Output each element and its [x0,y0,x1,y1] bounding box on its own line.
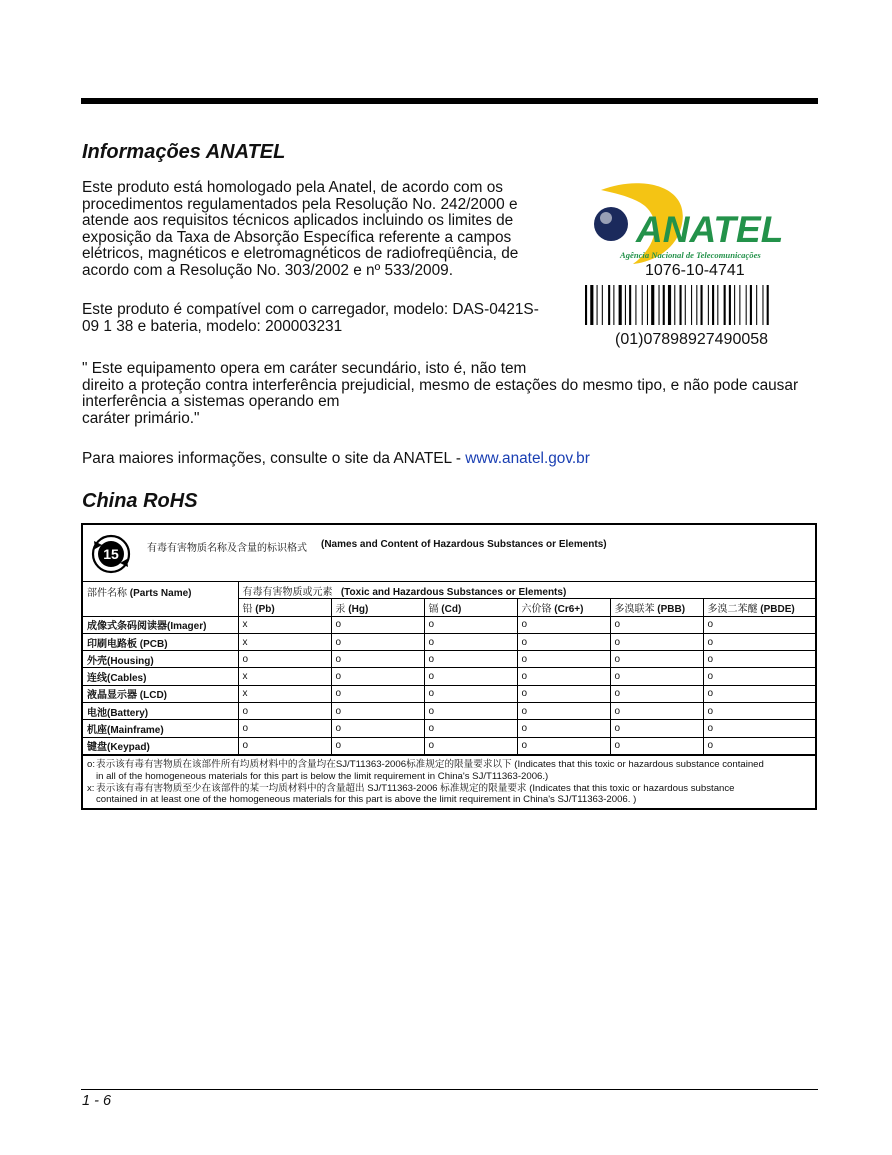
substance-value-cell: o [703,685,815,702]
substance-value-cell: o [517,633,610,650]
barcode-bar [602,285,603,325]
part-name-cell: 连线(Cables) [83,668,238,685]
barcode-bar [756,285,757,325]
table-row [83,685,815,702]
text-line: " Este equipamento opera em caráter secundário, isto é, não tem [82,360,527,377]
barcode-bar [629,285,631,325]
substance-value-cell: o [331,685,424,702]
substance-value-cell: o [424,633,517,650]
table-row [83,651,815,668]
table-row [83,616,815,633]
substance-value-cell: o [331,703,424,720]
page-number: 1 - 6 [82,1093,112,1109]
substance-value-cell: o [703,703,815,720]
part-name-cell: 液晶显示器 (LCD) [83,685,238,702]
text-line: elétricos, magnéticos e eletromagnéticos de radiofreqüência, de [82,245,519,262]
substance-value-cell: o [331,651,424,668]
table-header [83,525,815,582]
header-cn: 有毒有害物质名称及含量的标识格式 [147,543,307,554]
barcode-bar [647,285,648,325]
substance-value-cell: o [331,633,424,650]
table-row [83,737,815,754]
substance-value-cell: o [331,616,424,633]
barcode-bar [619,285,622,325]
barcode-bar [746,285,747,325]
barcode-bar [585,285,587,325]
substance-value-cell: x [238,685,331,702]
substance-value-cell: o [331,668,424,685]
table-row [83,582,815,599]
part-name-cell: 电池(Battery) [83,703,238,720]
barcode-bar [696,285,697,325]
anatel-website-link[interactable]: www.anatel.gov.br [465,450,590,467]
substance-value-cell: o [610,651,703,668]
substance-value-cell: o [610,685,703,702]
barcode-bar [712,285,714,325]
barcode-bar [608,285,610,325]
barcode-bar [659,285,660,325]
substance-value-cell: o [703,668,815,685]
text-line: procedimentos regulamentados pela Resolução No. 242/2000 e [82,195,518,213]
substances-header: 有毒有害物质或元素 (Toxic and Hazardous Substances or Elements) [238,582,815,599]
substance-value-cell: o [238,720,331,737]
substance-value-cell: o [703,737,815,754]
substance-value-cell: o [331,720,424,737]
substance-value-cell: o [517,616,610,633]
substance-value-cell: o [610,720,703,737]
substance-value-cell: o [703,616,815,633]
barcode-bar [767,285,769,325]
text-line: exposição da Taxa de Absorção Específica referente a campos [82,228,512,246]
substance-value-cell: o [703,633,815,650]
barcode-bar [717,285,718,325]
barcode-bar [739,285,740,325]
barcode-bar [762,285,763,325]
barcode-bar [691,285,692,325]
environmental-period-number: 15 [103,546,119,562]
barcode-bar [680,285,682,325]
substance-value-cell: o [331,737,424,754]
barcode-bar [708,285,709,325]
substance-value-cell: o [424,720,517,737]
table-notes [83,755,815,806]
barcode-bar [668,285,671,325]
more-info-text: Para maiores informações, consulte o site da ANATEL - [82,450,466,467]
certification-number: 1076-10-4741 [645,262,745,279]
text-line: interferência a sistemas operando em [82,393,340,410]
text-line: Este produto é compatível com o carregador, modelo: DAS-0421S- [82,301,539,318]
footer-rule [81,1089,818,1090]
substance-value-cell: o [517,703,610,720]
barcode-bar [729,285,731,325]
barcode-bar [597,285,598,325]
part-name-cell: 机座(Mainframe) [83,720,238,737]
barcode-bar [635,285,636,325]
substance-value-cell: o [610,633,703,650]
anatel-paragraph-4 [82,451,590,468]
barcode-bar [590,285,593,325]
barcode-bar [734,285,735,325]
anatel-heading: Informações ANATEL [82,141,286,163]
text-line: caráter primário." [82,409,200,427]
substance-column-header: 铅 (Pb) [238,599,331,616]
substance-value-cell: o [238,737,331,754]
part-name-cell: 外壳(Housing) [83,651,238,668]
text-line: direito a proteção contra interferência prejudicial, mesmo de estações do mesmo tipo, e não pode causar [82,376,799,394]
logo-subtitle: Agência Nacional de Telecomunicações [620,250,761,260]
text-line: 09 1 38 e bateria, modelo: 200003231 [82,317,343,335]
logo-globe [594,207,628,241]
text-line: atende aos requisitos técnicos aplicados incluindo os limites de [82,212,514,229]
substance-column-header: 镉 (Cd) [424,599,517,616]
substance-value-cell: o [703,720,815,737]
note-x-text: 表示该有毒有害物质至少在该部件的某一均质材料中的含量超出 SJ/T11363-2006 标准规定的限量要求 (Indicates that this toxic or hazardous substance contained in at least one of the homogeneous materials for this part is above the limit requirement in China's SJ/T11363-2006. ) [96,782,735,806]
substance-value-cell: o [424,737,517,754]
barcode [585,285,769,325]
substance-column-header: 多溴联苯 (PBB) [610,599,703,616]
substance-value-cell: o [517,720,610,737]
substance-value-cell: o [517,651,610,668]
barcode-bar [724,285,726,325]
barcode-bar [613,285,614,325]
part-name-cell: 键盘(Keypad) [83,737,238,754]
substance-column-header: 汞 (Hg) [331,599,424,616]
text-line: Este produto está homologado pela Anatel, de acordo com os [82,179,503,196]
table-row [83,668,815,685]
note-x-marker: x: [87,782,95,794]
china-rohs-heading: China RoHS [82,490,198,512]
barcode-bar [750,285,752,325]
substance-value-cell: x [238,668,331,685]
part-name-cell: 印刷电路板 (PCB) [83,633,238,650]
barcode-number: (01)07898927490058 [615,331,769,348]
barcode-bar [685,285,686,325]
substance-value-cell: o [703,651,815,668]
substance-value-cell: x [238,633,331,650]
logo-text: ANATEL [636,209,784,250]
barcode-bar [625,285,626,325]
part-name-cell: 成像式条码阅读器(Imager) [83,616,238,633]
anatel-paragraph-3 [82,361,798,427]
substance-value-cell: o [610,616,703,633]
substance-column-header: 六价铬 (Cr6+) [517,599,610,616]
hazardous-substances-grid [83,582,815,755]
substance-value-cell: o [238,703,331,720]
barcode-bar [663,285,665,325]
text-line: acordo com a Resolução No. 303/2002 e nº 533/2009. [82,261,453,279]
substance-column-header: 多溴二苯醚 (PBDE) [703,599,815,616]
substance-value-cell: o [517,737,610,754]
header-en: (Names and Content of Hazardous Substances or Elements) [321,539,607,550]
substance-value-cell: o [610,737,703,754]
substance-value-cell: o [424,651,517,668]
substance-value-cell: o [424,685,517,702]
barcode-bar [642,285,643,325]
substance-value-cell: o [238,651,331,668]
substance-value-cell: o [517,668,610,685]
barcode-bar [674,285,675,325]
parts-name-header: 部件名称 (Parts Name) [83,582,238,616]
substance-value-cell: o [610,668,703,685]
substance-value-cell: o [610,703,703,720]
table-row [83,720,815,737]
substance-value-cell: o [424,668,517,685]
substance-value-cell: o [424,616,517,633]
anatel-paragraph-2 [82,302,539,335]
table-row [83,703,815,720]
substance-value-cell: x [238,616,331,633]
note-o-text: 表示该有毒有害物质在该部件所有均质材料中的含量均在SJ/T11363-2006标准规定的限量要求以下 (Indicates that this toxic or hazardous substance contained in all of the homogeneous materials for this part is below the limit requirement in China's SJ/T11363-2006.) [96,758,764,782]
top-rule [81,98,818,104]
anatel-paragraph-1 [82,180,518,279]
substance-value-cell: o [517,685,610,702]
table-row [83,633,815,650]
barcode-bar [701,285,703,325]
china-rohs-table [81,523,817,810]
note-o-marker: o: [87,758,96,770]
substance-value-cell: o [424,703,517,720]
environmental-protection-period-icon [90,533,132,575]
barcode-bar [651,285,654,325]
